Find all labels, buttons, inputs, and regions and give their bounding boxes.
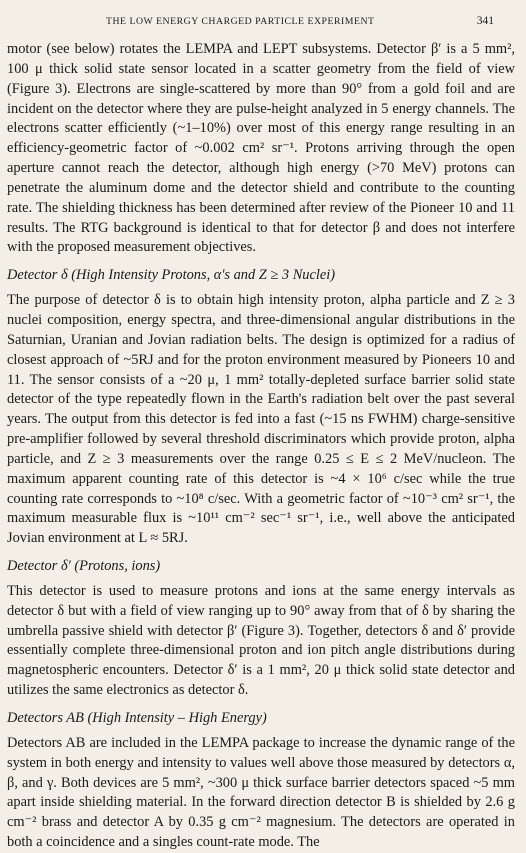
paragraph-beta-prime: motor (see below) rotates the LEMPA and LEPT subsystems. Detector β′ is a 5 mm², 100 μ thick solid state sensor located in a scatter geometry from the field of view (Figure 3). Electrons are single-scattered by more than 90° from a gold foil and are incident on the detector where they are pulse-height analyzed in 5 energy channels. The electrons scatter efficiently (~1–10%) over most of this energy range resulting in an efficiency-geometric factor of ~0.002 cm² sr⁻¹. Protons arriving through the open aperture cannot reach the detector, although high energy (>70 MeV) protons can penetrate the aluminum dome and the detector shield and contribute to the counting rate. The shielding thickness has been determined after review of the Pioneer 10 and 11 results. The RTG background is identical to that for detector β and does not interfere with the proposed measurement objectives. bbox=[7, 41, 515, 256]
running-head bbox=[7, 0, 515, 40]
paragraph-detector-delta: The purpose of detector δ is to obtain high intensity proton, alpha particle and Z ≥ 3 nuclei composition, energy spectra, and three-dimensional angular distributions in the Saturnian, Uranian and Jovian radiation belts. The design is optimized for a radius of closest approach of ~5RJ and for the proton environment measured by Pioneers 10 and 11. The sensor consists of a ~20 μ, 1 mm² totally-depleted surface barrier solid state detector of the type repeatedly flown in the Earth's radiation belt over the past several years. The output from this detector is fed into a fast (~15 ns FWHM) charge-sensitive pre-amplifier followed by several threshold discriminators which provide proton, alpha particle, and Z ≥ 3 measurements over the range 0.25 ≤ E ≤ 2 MeV/nucleon. The maximum apparent counting rate of this detector is ~4 × 10⁶ c/sec while the true counting rate corresponds to ~10⁸ c/sec. With a geometric factor of ~10⁻³ cm² sr⁻¹, the maximum measurable flux is ~10¹¹ cm⁻² sec⁻¹ sr⁻¹, i.e., well above the anticipated Jovian environment at L ≈ 5RJ. bbox=[7, 292, 515, 547]
section-heading-detectors-ab: Detectors AB (High Intensity – High Energy) bbox=[7, 710, 267, 726]
paragraph-detector-delta-prime: This detector is used to measure protons and ions at the same energy intervals as detector δ but with a field of view ranging up to 90° away from that of δ by sharing the umbrella passive shield with detector β′ (Figure 3). Together, detectors δ and δ′ provide essentially complete three-dimensional proton and ion pitch angle distributions during magnetospheric encounters. Detector δ′ is a 1 mm², 20 μ thick solid state detector and utilizes the same electronics as detector δ. bbox=[7, 582, 515, 699]
page-number: 341 bbox=[476, 15, 494, 27]
running-title: THE LOW ENERGY CHARGED PARTICLE EXPERIMENT bbox=[106, 16, 375, 27]
paragraph-detectors-ab: Detectors AB are included in the LEMPA package to increase the dynamic range of the system in both energy and intensity to values well above those measured by detectors α, β, and γ. Both devices are 5 mm², ~300 μ thick surface barrier detectors spaced ~5 mm apart inside shielding material. In the forward direction detector B is shielded by 2.6 g cm⁻² brass and detector A by 0.35 g cm⁻² magnesium. The detectors are operated in both a coincidence and a singles count-rate mode. The bbox=[7, 734, 515, 851]
section-heading-detector-delta: Detector δ (High Intensity Protons, α's and Z ≥ 3 Nuclei) bbox=[7, 267, 336, 284]
section-heading-detector-delta-prime: Detector δ′ (Protons, ions) bbox=[7, 558, 161, 575]
